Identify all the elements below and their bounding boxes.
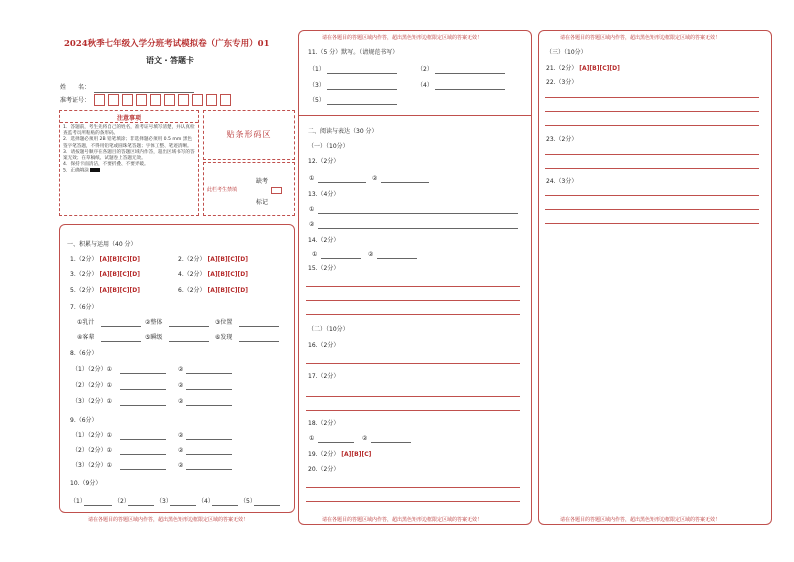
q17-label: 17.（2分） <box>308 373 340 380</box>
answer-line[interactable] <box>318 228 518 229</box>
q5[interactable]: 5.（2分） [A][B][C][D] <box>70 287 141 294</box>
q11-item: （3） <box>309 82 325 89</box>
q1[interactable]: 1.（2分） [A][B][C][D] <box>70 256 141 263</box>
answer-line[interactable] <box>545 209 759 210</box>
answer-line[interactable] <box>169 341 209 342</box>
answer-line[interactable] <box>120 389 166 390</box>
q3[interactable]: 3.（2分） [A][B][C][D] <box>70 271 141 278</box>
q8-label: 8.（6分） <box>70 350 98 357</box>
answer-line[interactable] <box>435 73 505 74</box>
q7-item: ③位置 <box>215 319 233 326</box>
answer-line[interactable] <box>371 442 411 443</box>
answer-line[interactable] <box>318 442 354 443</box>
q10-item: （1） <box>70 498 86 505</box>
barcode-label: 贴条形码区 <box>226 130 272 139</box>
answer-line[interactable] <box>381 182 429 183</box>
col2-header-warning: 请在各题目的答题区域内作答，超出黑色矩形边框限定区域的答案无效！ <box>322 35 483 41</box>
answer-line[interactable] <box>377 258 417 259</box>
q7-item: ②整体 <box>145 319 163 326</box>
q11-item: （5） <box>309 97 325 104</box>
answer-line[interactable] <box>186 389 232 390</box>
q9-item: （1）（2分）① <box>72 432 113 439</box>
answer-line[interactable] <box>239 326 279 327</box>
answer-line[interactable] <box>306 363 520 364</box>
q21[interactable]: 21.（2分） [A][B][C][D] <box>546 65 620 72</box>
q12-item: ① <box>309 175 315 182</box>
q8-item: （3）（2分）① <box>72 398 113 405</box>
notice-item: 1．答题前，考生先将自己的姓名，准考证号填写清楚，并认真检查监考员所粘贴的条形码。 <box>63 125 195 137</box>
section-divider <box>299 115 531 116</box>
answer-line[interactable] <box>186 373 232 374</box>
absent-note: 此栏考生禁填 <box>207 187 238 193</box>
answer-line[interactable] <box>120 405 166 406</box>
answer-line[interactable] <box>321 258 361 259</box>
answer-line[interactable] <box>186 405 232 406</box>
answer-line[interactable] <box>186 439 232 440</box>
answer-line[interactable] <box>306 300 520 301</box>
answer-line[interactable] <box>327 73 397 74</box>
page-subtitle: 语文・答题卡 <box>146 56 194 65</box>
q9-item: ② <box>178 447 184 454</box>
name-underline[interactable] <box>94 92 194 93</box>
answer-line[interactable] <box>170 505 196 506</box>
q10-item: （2） <box>114 498 130 505</box>
answer-line[interactable] <box>545 195 759 196</box>
answer-line[interactable] <box>545 97 759 98</box>
answer-line[interactable] <box>254 505 280 506</box>
q10-item: （3） <box>156 498 172 505</box>
q6[interactable]: 6.（2分） [A][B][C][D] <box>178 287 249 294</box>
answer-line[interactable] <box>101 341 141 342</box>
q13-label: 13.（4分） <box>308 191 340 198</box>
answer-line[interactable] <box>120 454 166 455</box>
answer-line[interactable] <box>306 314 520 315</box>
q9-item: （2）（2分）① <box>72 447 113 454</box>
answer-line[interactable] <box>545 154 759 155</box>
answer-line[interactable] <box>120 439 166 440</box>
section2-title: 二、阅读与表达（30 分） <box>308 128 378 135</box>
answer-line[interactable] <box>306 286 520 287</box>
answer-line[interactable] <box>306 396 520 397</box>
q7-item: ⑥发现 <box>215 334 233 341</box>
exam-id-boxes[interactable] <box>94 94 244 106</box>
q23-label: 23.（2分） <box>546 136 578 143</box>
q18-item: ② <box>362 435 368 442</box>
answer-line[interactable] <box>306 487 520 488</box>
absent-label: 缺考 <box>256 178 269 185</box>
sub3-title: （三）（10分） <box>546 49 587 56</box>
answer-line[interactable] <box>327 104 397 105</box>
absent-mark-label: 标记 <box>256 199 269 206</box>
answer-line[interactable] <box>101 326 141 327</box>
q2[interactable]: 2.（2分） [A][B][C][D] <box>178 256 249 263</box>
sub1-title: （一）（10分） <box>308 143 349 150</box>
q9-item: ② <box>178 462 184 469</box>
q4[interactable]: 4.（2分） [A][B][C][D] <box>178 271 249 278</box>
q9-item: （3）（2分）① <box>72 462 113 469</box>
q8-item: （1）（2分）① <box>72 366 113 373</box>
answer-line[interactable] <box>212 505 238 506</box>
q13-item: ① <box>309 206 315 213</box>
notice-title: 注意事项 <box>116 115 141 122</box>
answer-line[interactable] <box>169 326 209 327</box>
answer-line[interactable] <box>545 111 759 112</box>
exam-title: 2024秋季七年级入学分班考试模拟卷（广东专用）01 <box>64 39 270 49</box>
q11-item: （4） <box>417 82 433 89</box>
answer-line[interactable] <box>186 454 232 455</box>
absent-area <box>203 162 295 216</box>
answer-line[interactable] <box>545 125 759 126</box>
q8-item: （2）（2分）① <box>72 382 113 389</box>
answer-line[interactable] <box>120 373 166 374</box>
q8-item: ② <box>178 398 184 405</box>
answer-line[interactable] <box>239 341 279 342</box>
q7-item: ⑤瞬级 <box>145 334 163 341</box>
answer-line[interactable] <box>318 213 518 214</box>
answer-line[interactable] <box>128 505 154 506</box>
q11-item: （2） <box>417 66 433 73</box>
barcode-area <box>203 110 295 160</box>
q12-item: ② <box>372 175 378 182</box>
answer-line[interactable] <box>545 223 759 224</box>
notice-item: 5．正确填涂 <box>63 168 195 175</box>
answer-line[interactable] <box>84 505 112 506</box>
q22-label: 22.（3分） <box>546 79 578 86</box>
answer-line[interactable] <box>545 168 759 169</box>
q9-item: ② <box>178 432 184 439</box>
q18-label: 18.（2分） <box>308 420 340 427</box>
answer-line[interactable] <box>327 89 397 90</box>
col1-footer-warning: 请在各题目的答题区域内作答，超出黑色矩形边框限定区域的答案无效！ <box>88 517 249 523</box>
answer-line[interactable] <box>306 501 520 502</box>
answer-line[interactable] <box>435 89 505 90</box>
notice-item: 2．选择题必须用 2B 铅笔填涂；非选择题必须用 0.5 mm 黑色签字笔答题，不得用铅笔或圆珠笔答题；字体工整、笔迹清晰。 <box>63 137 193 149</box>
q11-label: 11.（5 分）默写。（请规范书写） <box>308 49 399 56</box>
answer-line[interactable] <box>306 410 520 411</box>
q7-item: ④客辈 <box>77 334 95 341</box>
q13-item: ② <box>309 221 315 228</box>
q14-label: 14.（2分） <box>308 237 340 244</box>
col3-header-warning: 请在各题目的答题区域内作答，超出黑色矩形边框限定区域的答案无效！ <box>560 35 721 41</box>
part1-title: 一、积累与运用（40 分） <box>67 241 137 248</box>
q14-item: ② <box>368 251 374 258</box>
col2-footer-warning: 请在各题目的答题区域内作答，超出黑色矩形边框限定区域的答案无效！ <box>322 517 483 523</box>
q10-item: （4） <box>198 498 214 505</box>
filled-sample <box>90 168 100 172</box>
q7-label: 7.（6分） <box>70 304 98 311</box>
col3-footer-warning: 请在各题目的答题区域内作答，超出黑色矩形边框限定区域的答案无效！ <box>560 517 721 523</box>
notice-item: 4．保持卡面清洁，不要折叠、不要弄破。 <box>63 162 149 168</box>
q12-label: 12.（2分） <box>308 158 340 165</box>
answer-line[interactable] <box>318 182 366 183</box>
notice-box <box>59 110 199 216</box>
answer-line[interactable] <box>120 469 166 470</box>
answer-line[interactable] <box>186 469 232 470</box>
q24-label: 24.（3分） <box>546 178 578 185</box>
q8-item: ② <box>178 366 184 373</box>
q11-item: （1） <box>309 66 325 73</box>
q18-item: ① <box>309 435 315 442</box>
q8-item: ② <box>178 382 184 389</box>
q19[interactable]: 19.（2分） [A][B][C] <box>308 451 372 458</box>
notice-item: 3．请按题号顺序在各题目的答题区域内作答，超出区域书写的答案无效；在草稿纸、试题卷上答题无效。 <box>63 149 195 162</box>
q10-item: （5） <box>240 498 256 505</box>
q15-label: 15.（2分） <box>308 265 340 272</box>
q10-label: 10.（9分） <box>70 480 102 487</box>
q9-label: 9.（6分） <box>70 417 98 424</box>
sub2-title: （二）（10分） <box>308 326 349 333</box>
col3-box <box>538 30 772 525</box>
q20-label: 20.（2分） <box>308 466 340 473</box>
q7-item: ①乳汁 <box>77 319 95 326</box>
exam-id-label: 准考证号： <box>60 97 91 104</box>
q16-label: 16.（2分） <box>308 342 340 349</box>
q14-item: ① <box>312 251 318 258</box>
absent-checkbox[interactable] <box>271 187 282 194</box>
name-label: 姓 名： <box>60 84 91 91</box>
